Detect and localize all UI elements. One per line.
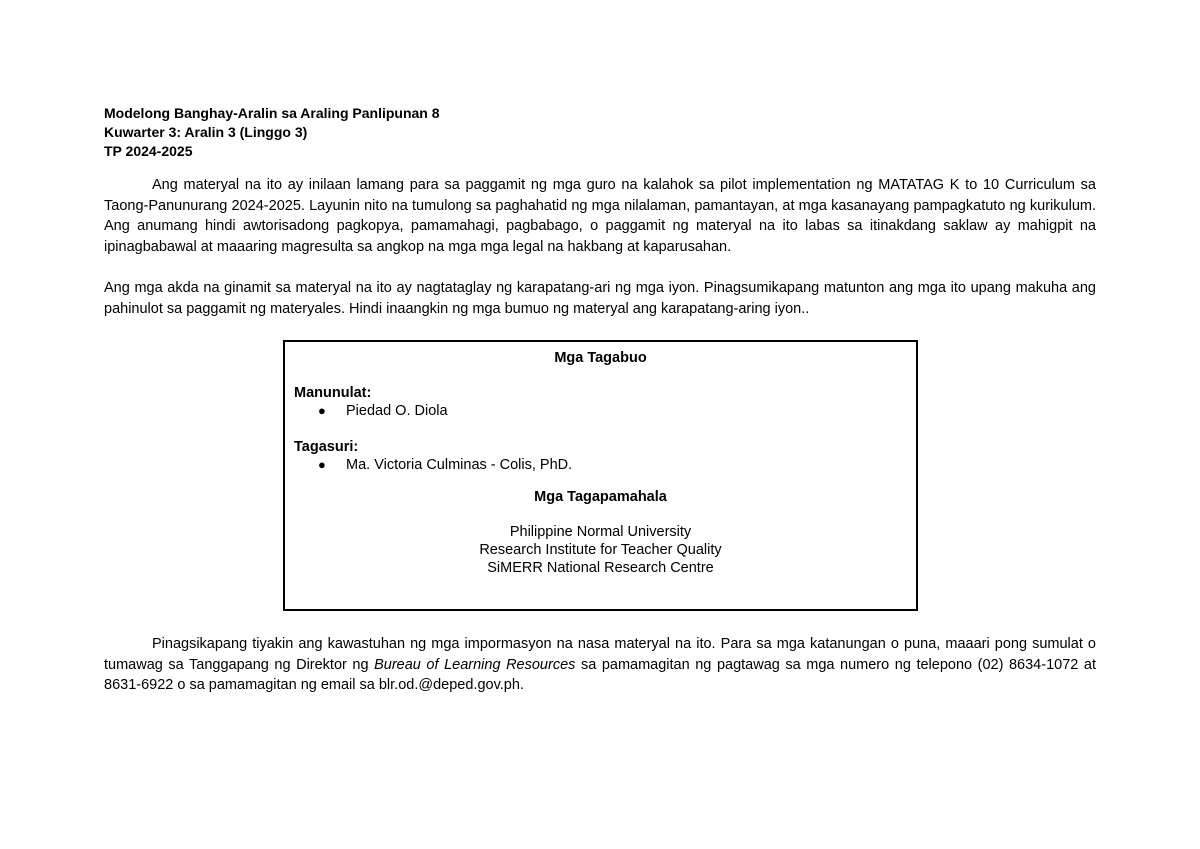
writer-list-item xyxy=(318,402,448,420)
institution-simerr: SiMERR National Research Centre xyxy=(487,560,714,576)
header-title: Modelong Banghay-Aralin sa Araling Panlipunan 8 xyxy=(104,105,440,121)
developers-heading: Mga Tagabuo xyxy=(554,350,647,366)
reviewer-list-item xyxy=(318,456,572,474)
contact-paragraph xyxy=(104,634,1096,696)
bullet-icon: ● xyxy=(318,403,326,418)
contact-text-end: sa pamamagitan ng pagtawag sa mga numero ng telepono (02) 8634-1072 at 8631-6922 o sa pamamagitan ng email sa blr.od.@deped.gov.ph. xyxy=(104,656,1096,693)
header-quarter: Kuwarter 3: Aralin 3 (Linggo 3) xyxy=(104,124,308,140)
reviewer-name: Ma. Victoria Culminas - Colis, PhD. xyxy=(346,457,573,473)
bureau-name: Bureau of Learning Resources xyxy=(374,656,576,673)
managers-heading: Mga Tagapamahala xyxy=(534,489,667,505)
institution-ritq: Research Institute for Teacher Quality xyxy=(479,542,722,558)
contact-text-start: Pinagsikapang tiyakin ang kawastuhan ng mga impormasyon na nasa materyal na ito. Para sa mga katanungan o puna, maaari pong sumulat o tumawag sa Tanggapang ng Direktor ng xyxy=(104,636,1096,673)
credits-box xyxy=(283,340,918,611)
institution-pnu: Philippine Normal University xyxy=(509,524,692,540)
document-header xyxy=(104,104,440,161)
copyright-paragraph: Ang mga akda na ginamit sa materyal na ito ay nagtataglay ng karapatang-ari ng mga iyon. Pinagsumikapang matunton ang mga ito upang makuha ang pahinulot sa paggamit ng materyales. Hindi inaangkin ng mga bumuo ng materyal ang karapatang-aring iyon.. xyxy=(104,280,1096,317)
writer-name: Piedad O. Diola xyxy=(346,403,448,419)
institutions-list xyxy=(285,523,916,577)
notice-paragraph: Ang materyal na ito ay inilaan lamang para sa paggamit ng mga guro na kalahok sa pilot implementation ng MATATAG K to 10 Curriculum sa Taong-Panunurang 2024-2025. Layunin nito na tumulong sa paghahatid ng mga nilalaman, pamantayan, at mga kasanayang pampagkatuto ng kurikulum. Ang anumang hindi awtorisadong pagkopya, pamamahagi, pagbabago, o paggamit ng materyal na ito labas sa itinakdang saklaw ay mahigpit na ipinagbabawal at maaaring magresulta sa angkop na mga mga legal na hakbang at kaparusahan. xyxy=(104,177,1096,255)
bullet-icon: ● xyxy=(318,457,326,472)
header-school-year: TP 2024-2025 xyxy=(104,143,193,159)
reviewer-label: Tagasuri: xyxy=(294,439,359,455)
writer-label: Manunulat: xyxy=(294,385,372,401)
